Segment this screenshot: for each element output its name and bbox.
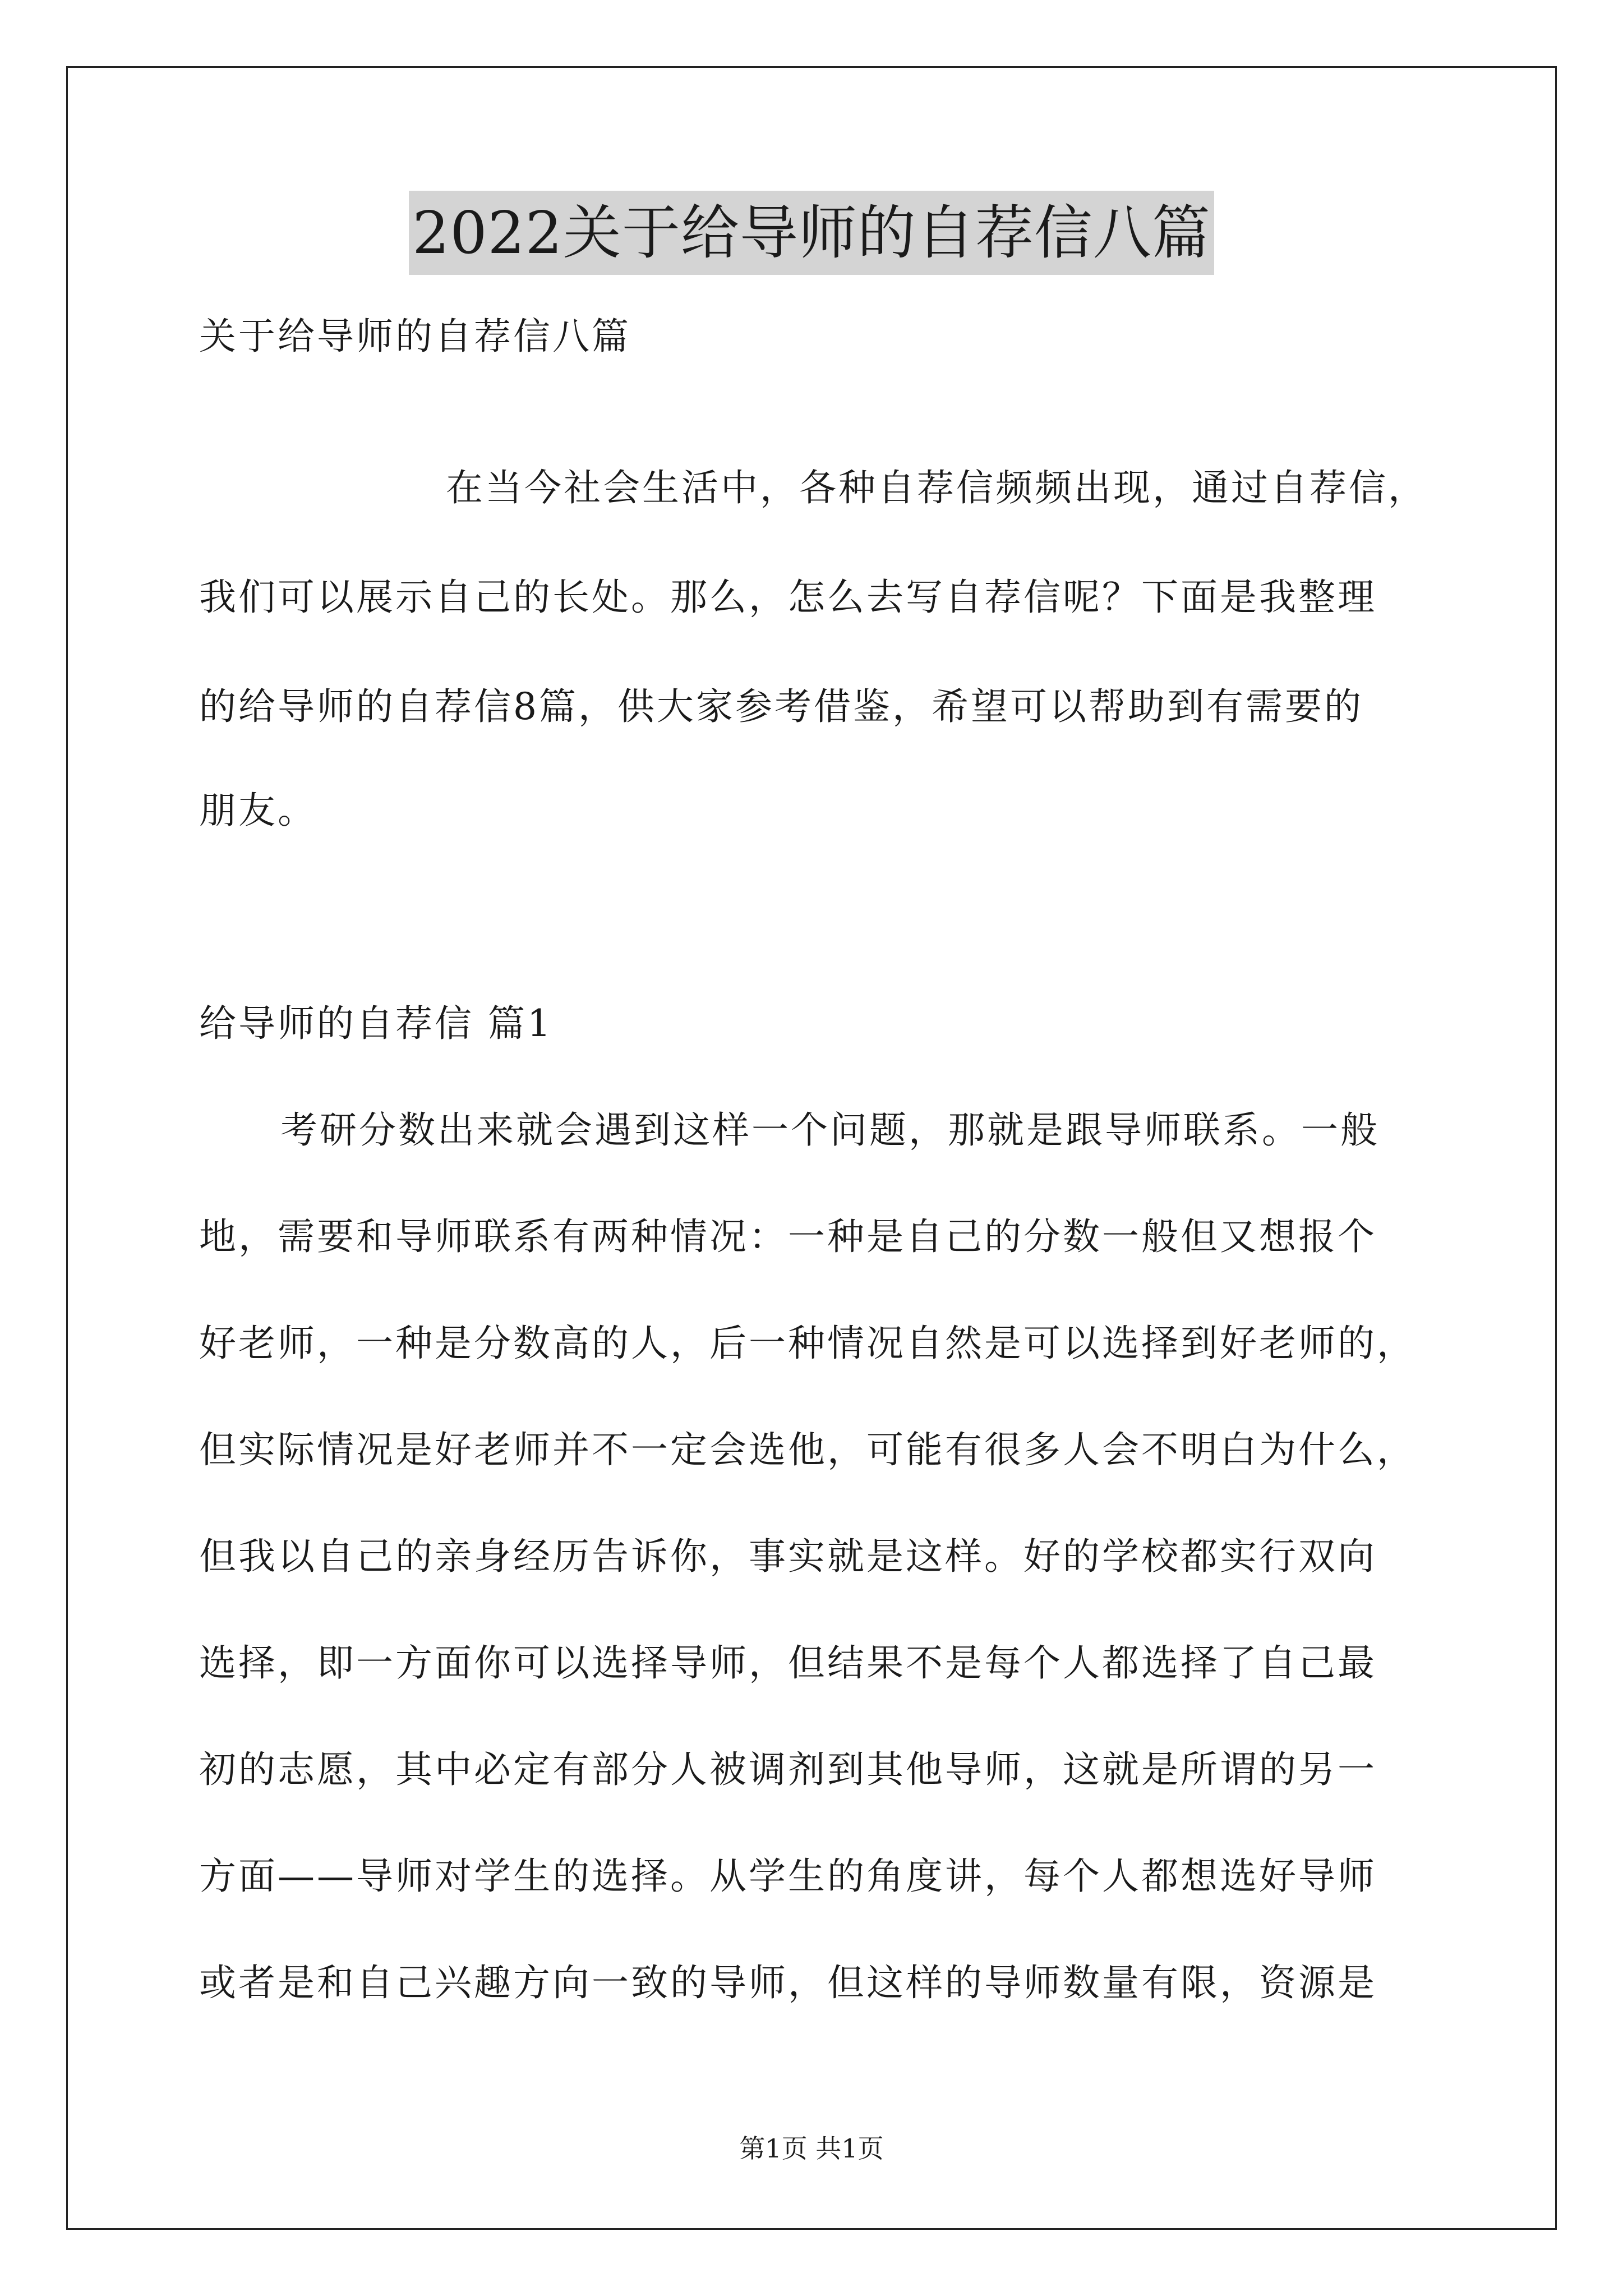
body-line: 但我以自己的亲身经历告诉你，事实就是这样。好的学校都实行双向	[199, 1535, 1377, 1578]
body-line: 选择，即一方面你可以选择导师，但结果不是每个人都选择了自己最	[199, 1641, 1377, 1685]
document-title: 2022关于给导师的自荐信八篇	[409, 191, 1214, 275]
intro-line: 朋友。	[199, 789, 317, 832]
body-line: 考研分数出来就会遇到这样一个问题，那就是跟导师联系。一般	[280, 1108, 1380, 1152]
page-footer: 第1页 共1页	[739, 2133, 884, 2164]
body-line: 但实际情况是好老师并不一定会选他，可能有很多人会不明白为什么，	[199, 1428, 1416, 1471]
body-line: 方面——导师对学生的选择。从学生的角度讲，每个人都想选好导师	[199, 1855, 1377, 1898]
body-line: 好老师，一种是分数高的人，后一种情况自然是可以选择到好老师的，	[199, 1322, 1416, 1365]
intro-line: 我们可以展示自己的长处。那么，怎么去写自荐信呢？下面是我整理	[199, 576, 1377, 619]
intro-line: 在当今社会生活中，各种自荐信频频出现，通过自荐信，	[446, 466, 1427, 509]
body-line: 初的志愿，其中必定有部分人被调剂到其他导师，这就是所谓的另一	[199, 1748, 1377, 1791]
body-line: 地，需要和导师联系有两种情况：一种是自己的分数一般但又想报个	[199, 1215, 1377, 1258]
section-heading: 给导师的自荐信 篇1	[199, 1002, 553, 1045]
body-line: 或者是和自己兴趣方向一致的导师，但这样的导师数量有限，资源是	[199, 1961, 1377, 2004]
intro-line: 的给导师的自荐信8篇，供大家参考借鉴，希望可以帮助到有需要的	[199, 685, 1363, 728]
title-wrap	[0, 191, 1623, 275]
document-subtitle: 关于给导师的自荐信八篇	[199, 315, 631, 358]
